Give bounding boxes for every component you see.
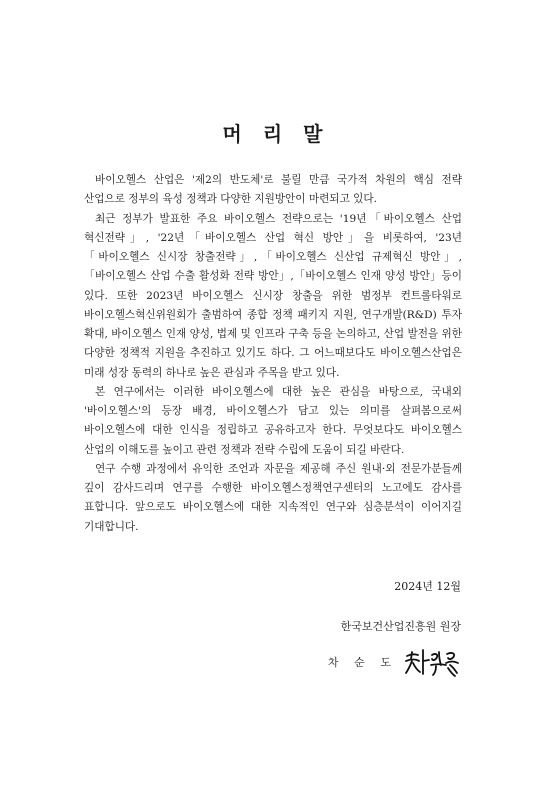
paragraph-2: 최근 정부가 발표한 주요 바이오헬스 전략으로는 '19년「바이오헬스 산업 혁신전략」, '22년「바이오헬스 산업 혁신 방안」을 비롯하여, '23년「바이오헬스 신시장 창출전략」,「바이오헬스 신산업 규제혁신 방안」,「바이오헬스 산업 수출 활성화 전략 방안」,「바이오헬스 인재 양성 방안」등이 있다. 또한 2023년 바이오헬스 신시장 창출을 위한 범정부 컨트롤타워로 바이오헬스혁신위원회가 출범하여 종합 정책 패키지 지원, 연구개발(R&D) 투자 확대, 바이오헬스 인재 양성, 법제 및 인프라 구축 등을 논의하고, 산업 발전을 위한 다양한 정책적 지원을 추진하고 있기도 하다. 그 어느때보다도 바이오헬스산업은 미래 성장 동력의 하나로 높은 관심과 주목을 받고 있다.	[84, 212, 462, 379]
paragraph-4: 연구 수행 과정에서 유익한 조언과 자문을 제공해 주신 원내·외 전문가분들께 깊이 감사드리며 연구를 수행한 바이오헬스정책연구센터의 노고에도 감사를 표합니다. 앞으로도 바이오헬스에 대한 지속적인 연구와 심층분석이 이어지길 기대합니다.	[84, 462, 462, 533]
page-title: 머 리 말	[222, 122, 330, 146]
handwritten-signature	[403, 646, 461, 678]
publication-date: 2024년 12월	[394, 580, 461, 593]
institution-title: 한국보건산업진흥원 원장	[340, 620, 461, 633]
signature-block	[328, 646, 461, 678]
preface-body	[84, 171, 462, 537]
paragraph-1: 바이오헬스 산업은 '제2의 반도체'로 불릴 만큼 국가적 차원의 핵심 전략 산업으로 정부의 육성 정책과 다양한 지원방안이 마련되고 있다.	[84, 174, 462, 206]
signer-name: 차 순 도	[327, 656, 397, 669]
paragraph-3: 본 연구에서는 이러한 바이오헬스에 대한 높은 관심을 바탕으로, 국내외 '바이오헬스'의 등장 배경, 바이오헬스가 담고 있는 의미를 살펴봄으로써 바이오헬스에 대한 인식을 정립하고 공유하고자 한다. 무엇보다도 바이오헬스 산업의 이해도를 높이고 관련 정책과 전략 수립에 도움이 되길 바란다.	[84, 385, 462, 456]
